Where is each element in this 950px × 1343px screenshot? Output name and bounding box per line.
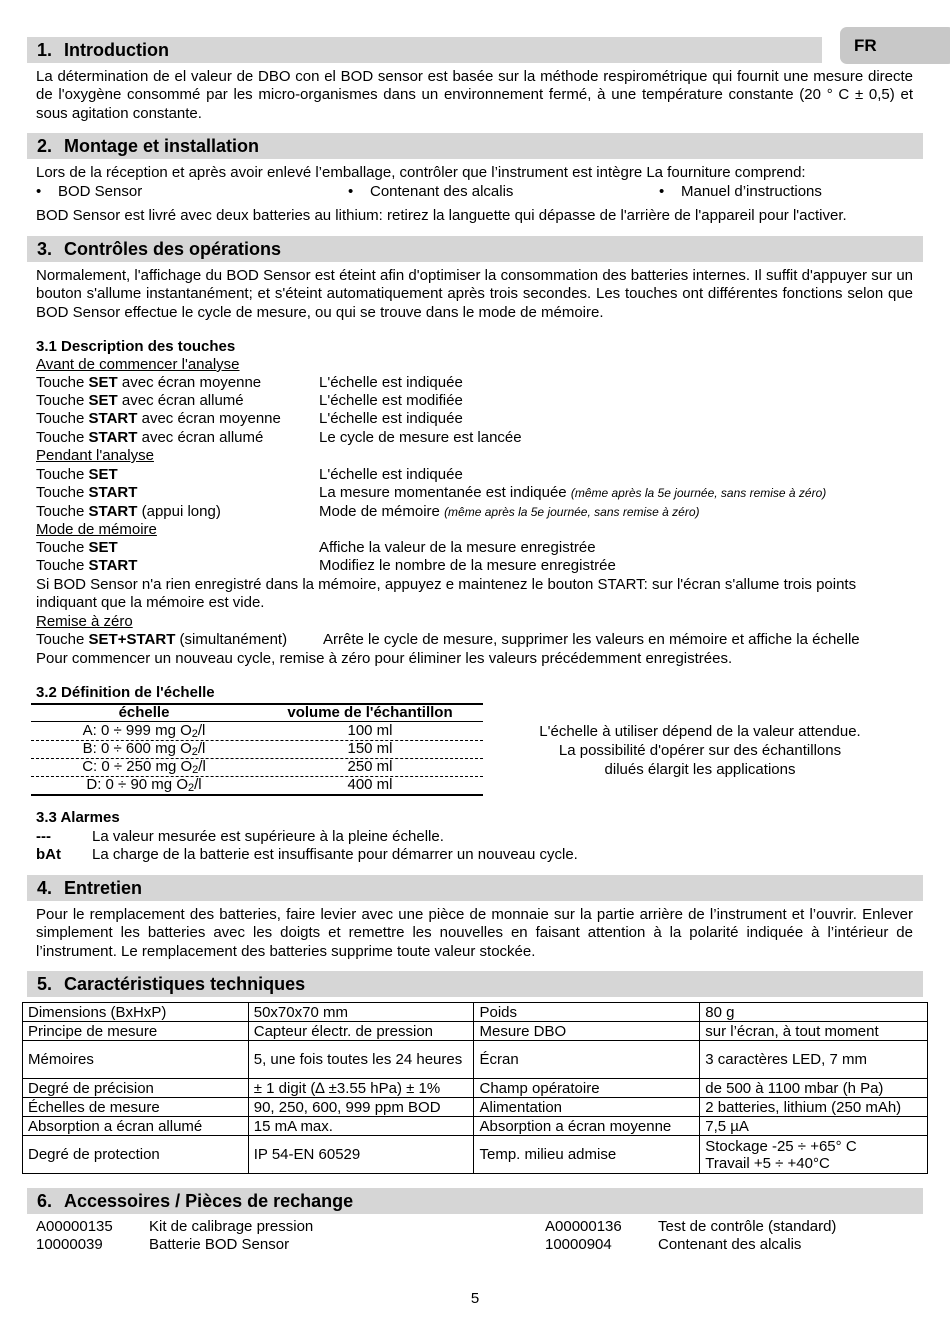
alarm-code: bAt: [36, 846, 61, 863]
key-row: Touche SET avec écran moyenne: [36, 374, 262, 391]
section-2-header: [27, 133, 923, 159]
section-title: Entretien: [64, 878, 143, 898]
table-row: Dimensions (BxHxP) 50x70x70 mm Poids 80 g: [23, 1003, 928, 1022]
section-number: 2.: [37, 136, 53, 156]
section-title: Montage et installation: [64, 136, 260, 156]
maintenance-text: Pour le remplacement des batteries, faire levier avec une pièce de monnaie sur la partie arrière de l’instrument et l’ouvrir. Enlever simplement les batteries avec les doigts et remettre les nouvelles en faisant attention à la polarité indiquée à l’intérieur de l’instrument. Le remplacement des batteries supprime toute valeur stockée.: [36, 906, 913, 960]
key-desc: Le cycle de mesure est lancée: [319, 429, 522, 446]
alarm-code: ---: [36, 828, 51, 845]
subheading-alarms: 3.3 Alarmes: [36, 809, 120, 826]
table-row: B: 0 ÷ 600 mg O2/l 150 ml: [31, 740, 483, 759]
key-desc: L'échelle est modifiée: [319, 392, 463, 409]
memory-mode-heading: Mode de mémoire: [36, 521, 157, 538]
table-row: Degré de protection IP 54-EN 60529 Temp. milieu admise Stockage -25 ÷ +65° C Travail +5 ÷ +40°C: [23, 1136, 928, 1174]
reset-row: Touche SET+START (simultanément): [36, 631, 288, 648]
table-row: Absorption a écran allumé 15 mA max. Absorption a écran moyenne 7,5 µA: [23, 1117, 928, 1136]
reset-note: Pour commencer un nouveau cycle, remise à zéro pour éliminer les valeurs précédemment enregistrées.: [36, 650, 733, 667]
battery-line: BOD Sensor est livré avec deux batteries au lithium: retirez la languette qui dépasse de l'arrière de l'appareil pour l'activer.: [36, 207, 847, 224]
reset-desc: Arrête le cycle de mesure, supprimer les valeurs en mémoire et affiche la échelle: [323, 631, 860, 648]
section-number: 6.: [37, 1191, 53, 1211]
key-row: Touche START (appui long): [36, 503, 221, 520]
key-row: Touche START avec écran moyenne: [36, 410, 281, 427]
section-title: Caractéristiques techniques: [64, 974, 306, 994]
bullet-item: • BOD Sensor: [58, 183, 142, 201]
key-row: Touche SET avec écran allumé: [36, 392, 244, 409]
key-row: Touche START: [36, 557, 138, 574]
section-6-header: [27, 1188, 923, 1214]
bullet-item: • Contenant des alcalis: [370, 183, 513, 201]
memory-note: Si BOD Sensor n'a rien enregistré dans la mémoire, appuyez e maintenez le bouton START: sur l'écran s'allume trois points indiquant que la mémoire est vide.: [36, 576, 857, 612]
bullet-item: • Manuel d’instructions: [681, 183, 822, 201]
table-row: Mémoires 5, une fois toutes les 24 heures Écran 3 caractères LED, 7 mm: [23, 1041, 928, 1079]
table-row: C: 0 ÷ 250 mg O2/l 250 ml: [31, 758, 483, 777]
table-header: échelle volume de l'échantillon: [31, 704, 483, 722]
scale-note: L'échelle à utiliser dépend de la valeur attendue. La possibilité d'opérer sur des échantillons dilués élargit les applications: [539, 723, 861, 778]
installation-line: Lors de la réception et après avoir enlevé l’emballage, contrôler que l’instrument est intègre La fourniture comprend:: [36, 164, 806, 181]
alarm-desc: La charge de la batterie est insuffisante pour démarrer un nouveau cycle.: [92, 846, 578, 863]
accessory-name: Kit de calibrage pression: [149, 1218, 314, 1235]
section-number: 3.: [37, 239, 53, 259]
introduction-text: La détermination de el valeur de DBO con el BOD sensor est basée sur la méthode respirométrique qui fournit une mesure directe de l'oxygène consommé par les micro-organismes dans un environnement fermé, à une température constante (20 ° C ± 0,5) et sous agitation constante.: [36, 68, 913, 122]
key-row: Touche SET: [36, 539, 118, 556]
table-row: Principe de mesure Capteur électr. de pression Mesure DBO sur l’écran, à tout moment: [23, 1022, 928, 1041]
section-title: Accessoires / Pièces de rechange: [64, 1191, 354, 1211]
key-row: Touche START avec écran allumé: [36, 429, 264, 446]
key-desc: L'échelle est indiquée: [319, 410, 463, 427]
during-analysis-heading: Pendant l'analyse: [36, 447, 154, 464]
section-5-header: [27, 971, 923, 997]
section-title: Introduction: [64, 40, 169, 60]
table-row: A: 0 ÷ 999 mg O2/l 100 ml: [31, 722, 483, 741]
key-row: Touche SET: [36, 466, 118, 483]
accessory-code: A00000136: [545, 1218, 622, 1235]
section-title: Contrôles des opérations: [64, 239, 282, 259]
section-3-header: [27, 236, 923, 262]
key-desc: Modifiez le nombre de la mesure enregistrée: [319, 557, 616, 574]
section-number: 5.: [37, 974, 53, 994]
table-row: Degré de précision ± 1 digit (∆ ±3.55 hPa) ± 1% Champ opératoire de 500 à 1100 mbar (h Pa): [23, 1079, 928, 1098]
section-4-header: [27, 875, 923, 901]
key-desc: Affiche la valeur de la mesure enregistrée: [319, 539, 596, 556]
key-desc: L'échelle est indiquée: [319, 466, 463, 483]
accessory-name: Test de contrôle (standard): [658, 1218, 837, 1235]
accessory-name: Contenant des alcalis: [658, 1236, 802, 1253]
page-number: 5: [470, 1290, 480, 1307]
subheading-scale: 3.2 Définition de l'échelle: [36, 684, 215, 701]
language-tab: FR: [840, 27, 950, 64]
key-desc: L'échelle est indiquée: [319, 374, 463, 391]
before-analysis-heading: Avant de commencer l'analyse: [36, 356, 240, 373]
accessory-name: Batterie BOD Sensor: [149, 1236, 290, 1253]
alarm-desc: La valeur mesurée est supérieure à la pleine échelle.: [92, 828, 444, 845]
table-row: D: 0 ÷ 90 mg O2/l 400 ml: [31, 776, 483, 796]
accessory-code: 10000039: [36, 1236, 103, 1253]
key-desc: La mesure momentanée est indiquée (même après la 5e journée, sans remise à zéro): [319, 484, 827, 501]
section-1-header: [27, 37, 822, 63]
accessory-code: 10000904: [545, 1236, 612, 1253]
reset-heading: Remise à zéro: [36, 613, 133, 630]
section-number: 1.: [37, 40, 53, 60]
section-number: 4.: [37, 878, 53, 898]
operations-intro: Normalement, l'affichage du BOD Sensor est éteint afin d'optimiser la consommation des batteries internes. Il suffit d'appuyer sur un bouton s'allume instantanément; et s'éteint automatiquement après trois secondes. Les touches ont différentes fonctions selon que BOD Sensor effectue le cycle de mesure, ou qui se trouve dans le mode de mémoire.: [36, 267, 913, 321]
table-row: Échelles de mesure 90, 250, 600, 999 ppm BOD Alimentation 2 batteries, lithium (250 mAh): [23, 1098, 928, 1117]
subheading-keys: 3.1 Description des touches: [36, 338, 236, 355]
accessory-code: A00000135: [36, 1218, 113, 1235]
specifications-table: [22, 1002, 928, 1174]
key-desc: Mode de mémoire (même après la 5e journée, sans remise à zéro): [319, 503, 700, 520]
key-row: Touche START: [36, 484, 138, 501]
